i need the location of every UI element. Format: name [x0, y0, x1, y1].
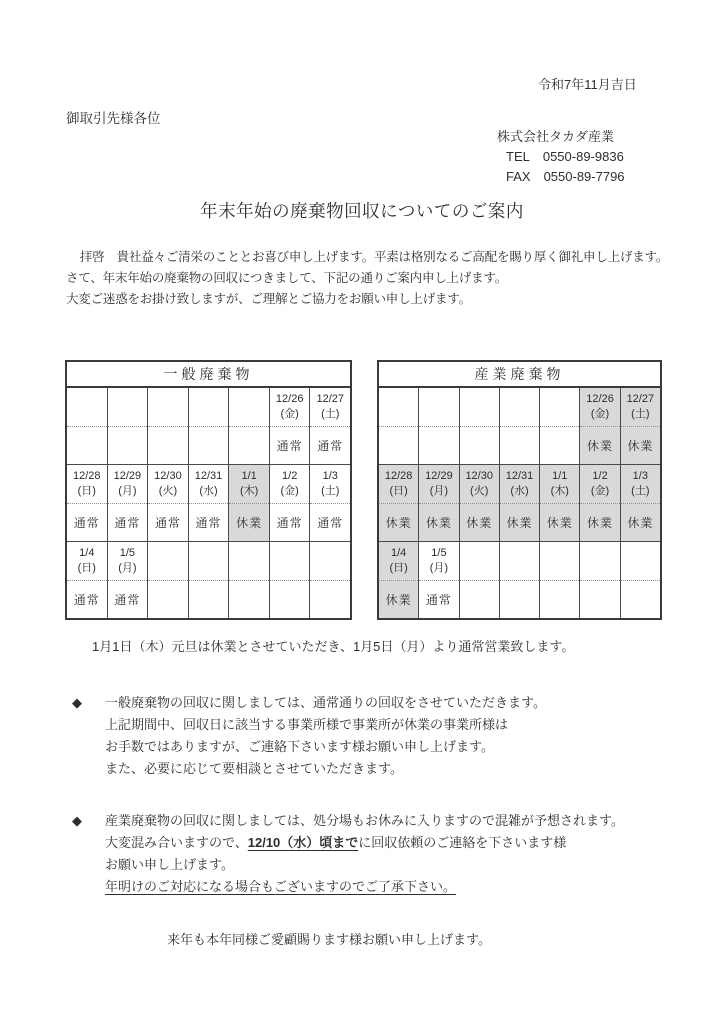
cell-date: 12/26 [275, 393, 304, 405]
cell-date: 12/30 [465, 470, 493, 482]
cell-status: 休業 [580, 504, 619, 541]
schedule-cell [310, 388, 350, 464]
fax-number: 0550-89-7796 [543, 169, 625, 184]
schedule-cell [580, 465, 620, 541]
cell-weekday: (土) [631, 485, 650, 497]
schedule-cell [67, 465, 108, 541]
cell-status [148, 427, 188, 464]
cell-date-area [67, 542, 107, 581]
cell-status: 通常 [317, 439, 344, 453]
cell-status: 通常 [73, 593, 100, 607]
cell-status [270, 581, 310, 618]
company-name: 株式会社タカダ産業 [497, 129, 615, 144]
bullet-line: 一般廃棄物の回収に関しましては、通常通りの回収をさせていただきます。 [105, 695, 546, 710]
company-block [497, 127, 625, 187]
bullet-line: お願い申し上げます。 [105, 857, 234, 872]
cell-status: 通常 [195, 516, 222, 530]
schedule-cell [270, 542, 311, 618]
schedule-cell [67, 542, 108, 618]
cell-status: 通常 [114, 593, 141, 607]
cell-weekday: (火) [158, 485, 178, 497]
cell-status [189, 581, 229, 618]
schedule-cell [621, 542, 660, 618]
cell-date: 1/2 [282, 470, 298, 482]
cell-status [500, 427, 539, 464]
cell-status [379, 427, 418, 464]
cell-date-area [460, 542, 499, 581]
cell-status: 通常 [73, 516, 100, 530]
schedule-cell [189, 465, 230, 541]
cell-status [108, 427, 148, 464]
cell-status: 通常 [154, 516, 181, 530]
greeting-line-1: 拝啓 貴社益々ご清栄のこととお喜び申し上げます。平素は格別なるご高配を賜り厚く御礼申し上げます。 [79, 250, 669, 264]
cell-date-area [500, 465, 539, 504]
cell-status: 通常 [114, 516, 141, 530]
cell-date-area [540, 388, 579, 427]
cell-status [419, 427, 458, 464]
schedule-cell [270, 465, 311, 541]
document-title: 年末年始の廃棄物回収についてのご案内 [200, 201, 524, 221]
cell-status [460, 581, 499, 618]
industrial-waste-table [377, 360, 662, 620]
cell-date-area [310, 542, 350, 581]
schedule-cell [460, 465, 500, 541]
cell-date: 1/1 [241, 470, 257, 482]
cell-date: 12/28 [384, 470, 413, 482]
diamond-bullet-icon: ◆ [72, 813, 82, 828]
schedule-cell [379, 465, 419, 541]
cell-weekday: (日) [77, 485, 96, 497]
bullet-line-deadline [105, 832, 624, 854]
week-row [67, 542, 350, 618]
cell-date-area [580, 465, 619, 504]
cell-status [621, 581, 660, 618]
schedule-cell [379, 388, 419, 464]
cell-status [500, 581, 539, 618]
cell-date-area [419, 388, 458, 427]
table-title: 一般廃棄物 [67, 362, 350, 388]
cell-date-area [189, 542, 229, 581]
cell-status: 休業 [500, 504, 539, 541]
cell-status [229, 427, 269, 464]
cell-date-area [148, 542, 188, 581]
cell-weekday: (木) [550, 485, 569, 497]
cell-weekday: (火) [470, 485, 489, 497]
cell-date: 12/31 [194, 470, 223, 482]
fax-row [497, 167, 625, 187]
cell-date-area [621, 465, 660, 504]
cell-date-area [310, 388, 350, 427]
cell-status [540, 427, 579, 464]
cell-date-area [229, 542, 269, 581]
greeting-line-3: 大変ご迷惑をお掛け致しますが、ご理解とご協力をお願い申し上げます。 [66, 292, 471, 306]
diamond-bullet-icon: ◆ [72, 695, 82, 710]
cell-weekday: (水) [510, 485, 529, 497]
cell-date-area [379, 465, 418, 504]
schedule-cell [500, 388, 540, 464]
schedule-cell [108, 542, 149, 618]
cell-date-area [270, 388, 310, 427]
cell-date-area [540, 542, 579, 581]
cell-date: 12/29 [425, 470, 453, 482]
cell-weekday: (日) [389, 485, 408, 497]
bullet-line: お手数ではありますが、ご連絡下さいます様お願い申し上げます。 [105, 739, 494, 754]
week-row [379, 465, 660, 542]
cell-weekday: (水) [199, 485, 218, 497]
cell-status: 通常 [276, 516, 303, 530]
cell-status [148, 581, 188, 618]
deadline-emphasis: 12/10（水）頃まで [247, 835, 359, 850]
cell-date: 1/2 [592, 470, 608, 482]
tel-number: 0550-89-9836 [542, 149, 624, 164]
cell-date-area [189, 388, 229, 427]
schedule-cell [540, 465, 580, 541]
cell-status: 休業 [621, 504, 660, 541]
cell-weekday: (金) [590, 485, 610, 497]
cell-date-area [108, 388, 148, 427]
cell-weekday: (金) [280, 408, 299, 420]
recipient-line: 御取引先様各位 [66, 111, 161, 126]
schedule-cell [540, 388, 580, 464]
cell-status: 通常 [317, 516, 344, 530]
cell-date: 12/28 [73, 470, 101, 482]
schedule-cell [229, 388, 270, 464]
cell-date: 12/30 [154, 470, 182, 482]
schedule-cell [148, 542, 189, 618]
week-row [67, 465, 350, 542]
cell-date-area [148, 388, 188, 427]
cell-status [189, 427, 229, 464]
cell-status [229, 581, 269, 618]
cell-weekday: (木) [239, 485, 259, 497]
cell-date-area [460, 465, 499, 504]
cell-weekday: (月) [118, 485, 137, 497]
schedule-cell [270, 388, 311, 464]
schedule-cell [460, 542, 500, 618]
cell-status: 休業 [540, 504, 579, 541]
closing-line: 来年も本年同様ご愛顧賜ります様お願い申し上げます。 [167, 932, 491, 947]
tel-row [497, 147, 625, 167]
cell-date-area [379, 542, 418, 581]
schedule-cell [189, 542, 230, 618]
schedule-cell [419, 388, 459, 464]
cell-date: 1/3 [322, 470, 338, 482]
schedule-cell [189, 388, 230, 464]
cell-weekday: (月) [429, 485, 449, 497]
schedule-cell [580, 388, 620, 464]
cell-status [540, 581, 579, 618]
cell-date: 1/4 [390, 547, 407, 559]
cell-status: 通常 [276, 439, 303, 453]
cell-date: 1/5 [431, 547, 447, 559]
cell-status: 休業 [460, 504, 499, 541]
schedule-cell [148, 388, 189, 464]
cell-status: 休業 [379, 581, 418, 618]
schedule-cell [310, 542, 350, 618]
cell-date: 12/26 [586, 393, 614, 405]
schedule-cell [621, 465, 660, 541]
cell-date-area [108, 542, 148, 581]
cell-date-area [189, 465, 229, 504]
cell-date-area [540, 465, 579, 504]
cell-date-area [229, 388, 269, 427]
cell-date: 12/31 [505, 470, 534, 482]
cell-weekday: (月) [118, 562, 137, 574]
schedule-cell [500, 465, 540, 541]
cell-weekday: (金) [590, 408, 610, 420]
cell-date-area [580, 542, 619, 581]
cell-date-area [419, 542, 458, 581]
bullet-line: また、必要に応じて要相談とさせていただきます。 [105, 761, 403, 776]
greeting-paragraph [66, 247, 668, 310]
issued-date: 令和7年11月吉日 [538, 77, 637, 92]
cell-date-area [148, 465, 188, 504]
cell-date: 12/29 [113, 470, 142, 482]
greeting-line-2: さて、年末年始の廃棄物の回収につきまして、下記の通りご案内申し上げます。 [66, 271, 508, 285]
cell-weekday: (土) [321, 408, 340, 420]
schedule-cell [108, 388, 149, 464]
industrial-waste-bullet-text [105, 810, 624, 898]
cell-date-area [229, 465, 269, 504]
cell-date-area [500, 542, 539, 581]
cell-date-area [500, 388, 539, 427]
schedule-cell [540, 542, 580, 618]
cell-status: 休業 [379, 504, 418, 541]
schedule-cell [108, 465, 149, 541]
table-title: 産業廃棄物 [379, 362, 660, 388]
cell-date-area [270, 465, 310, 504]
schedule-cell [621, 388, 660, 464]
cell-date: 1/3 [632, 470, 648, 482]
general-waste-bullet-section [72, 692, 546, 780]
cell-date: 12/27 [316, 393, 345, 405]
cell-weekday: (金) [280, 485, 299, 497]
cell-status [460, 427, 499, 464]
schedule-cell [229, 542, 270, 618]
cell-status: 休業 [621, 427, 660, 464]
cell-date: 1/1 [552, 470, 568, 482]
cell-date-area [67, 388, 107, 427]
schedule-cell [310, 465, 350, 541]
schedule-cell [148, 465, 189, 541]
cell-date: 1/5 [119, 547, 136, 559]
cell-status [67, 427, 107, 464]
cell-date-area [460, 388, 499, 427]
cell-weekday: (日) [77, 562, 96, 574]
industrial-waste-bullet-section [72, 810, 624, 898]
fax-label: FAX [506, 169, 531, 184]
general-waste-bullet-text [105, 692, 546, 780]
cell-weekday: (月) [429, 562, 449, 574]
schedule-cell [67, 388, 108, 464]
schedule-cell [229, 465, 270, 541]
notice-underlined-line: 年明けのご対応になる場合もございますのでご了承下さい。 [105, 879, 457, 894]
cell-date-area [419, 465, 458, 504]
schedule-cell [419, 465, 459, 541]
cell-date-area [580, 388, 619, 427]
schedule-cell [580, 542, 620, 618]
bullet-line: 産業廃棄物の回収に関しましては、処分場もお休みに入りますので混雑が予想されます。 [105, 813, 624, 828]
cell-weekday: (日) [389, 562, 408, 574]
cell-status: 休業 [580, 427, 619, 464]
cell-date-area [270, 542, 310, 581]
cell-date-area [67, 465, 107, 504]
schedule-cell [419, 542, 459, 618]
general-waste-table [65, 360, 352, 620]
cell-status: 通常 [425, 593, 452, 607]
deadline-pre-text: 大変混み合いますので、 [105, 835, 248, 850]
week-row [379, 388, 660, 465]
cell-status: 休業 [229, 504, 269, 541]
week-row [379, 542, 660, 618]
deadline-post-text: に回収依頼のご連絡を下さいます様 [358, 835, 567, 850]
cell-status [310, 581, 350, 618]
holiday-note: 1月1日（木）元旦は休業とさせていただき、1月5日（月）より通常営業致します。 [92, 639, 575, 654]
schedule-cell [460, 388, 500, 464]
cell-date-area [379, 388, 418, 427]
cell-date-area [621, 388, 660, 427]
schedule-cell [379, 542, 419, 618]
week-row [67, 388, 350, 465]
bullet-line: 上記期間中、回収日に該当する事業所様で事業所が休業の事業所様は [105, 717, 509, 732]
cell-status [580, 581, 619, 618]
cell-status: 休業 [419, 504, 458, 541]
cell-date: 12/27 [626, 393, 655, 405]
cell-weekday: (土) [631, 408, 650, 420]
schedule-cell [500, 542, 540, 618]
tel-label: TEL [506, 149, 530, 164]
cell-date-area [621, 542, 660, 581]
cell-weekday: (土) [321, 485, 340, 497]
cell-date-area [108, 465, 148, 504]
cell-date-area [310, 465, 350, 504]
cell-date: 1/4 [79, 547, 95, 559]
